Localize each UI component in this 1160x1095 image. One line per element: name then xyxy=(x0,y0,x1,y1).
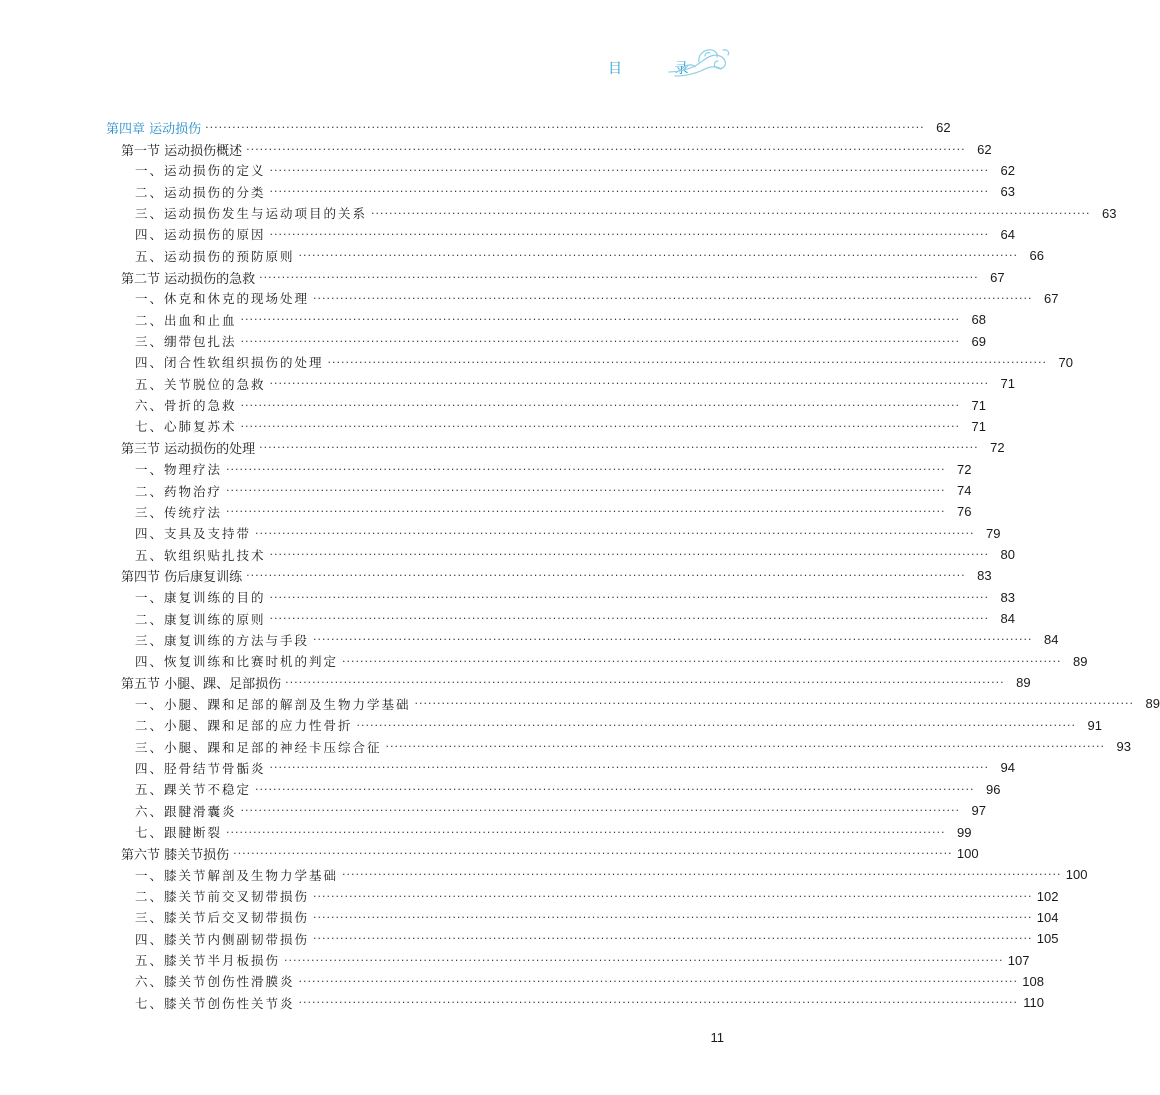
toc-item-entry[interactable] xyxy=(135,715,1102,736)
dot-leader: ································································································································································ xyxy=(285,676,1005,690)
toc-section-entry[interactable] xyxy=(121,266,1005,287)
toc-item-entry[interactable] xyxy=(135,949,1030,970)
dot-leader: ································································································································································ xyxy=(269,761,989,775)
toc-chapter-entry[interactable] xyxy=(106,117,951,138)
toc-entry-page: 80 xyxy=(1000,547,1015,563)
toc-entry-page: 100 xyxy=(956,845,979,861)
toc-entry-label: 四、运动损伤的原因 xyxy=(135,227,266,243)
toc-item-entry[interactable] xyxy=(135,202,1117,223)
dot-leader: ································································································································································ xyxy=(342,868,1062,882)
toc-entry-page: 89 xyxy=(1145,696,1160,712)
toc-entry-label: 四、支具及支持带 xyxy=(135,526,252,542)
toc-entry-label: 第四节 伤后康复训练 xyxy=(121,570,243,586)
toc-entry-label: 三、康复训练的方法与手段 xyxy=(135,632,310,648)
dot-leader: ································································································································································ xyxy=(255,782,975,796)
toc-entry-label: 一、物理疗法 xyxy=(135,462,223,478)
dot-leader: ································································································································································ xyxy=(371,206,1091,220)
page-number: 11 xyxy=(710,1030,724,1045)
toc-item-entry[interactable] xyxy=(135,779,1001,800)
dot-leader: ································································································································································ xyxy=(356,718,1076,732)
dot-leader: ································································································································································ xyxy=(269,548,989,562)
dot-leader: ································································································································································ xyxy=(240,419,960,433)
dot-leader: ································································································································································ xyxy=(259,441,979,455)
toc-entry-label: 七、心肺复苏术 xyxy=(135,419,237,435)
toc-entry-label: 第五节 小腿、踝、足部损伤 xyxy=(121,677,282,693)
toc-item-entry[interactable] xyxy=(135,288,1059,309)
toc-entry-label: 七、跟腱断裂 xyxy=(135,825,223,841)
table-of-contents xyxy=(0,117,1160,1013)
dot-leader: ································································································································································ xyxy=(313,633,1033,647)
toc-entry-label: 六、骨折的急救 xyxy=(135,398,237,414)
dot-leader: ································································································································································ xyxy=(240,804,960,818)
toc-entry-page: 89 xyxy=(1073,653,1088,669)
toc-item-entry[interactable] xyxy=(135,544,1015,565)
dot-leader: ································································································································································ xyxy=(205,121,925,135)
dot-leader: ································································································································································ xyxy=(226,825,946,839)
toc-entry-page: 83 xyxy=(977,568,992,584)
toc-section-entry[interactable] xyxy=(121,672,1031,693)
toc-entry-page: 84 xyxy=(1000,611,1015,627)
toc-entry-page: 71 xyxy=(971,418,986,434)
toc-entry-page: 97 xyxy=(971,803,986,819)
toc-item-entry[interactable] xyxy=(135,907,1059,928)
toc-entry-label: 二、小腿、踝和足部的应力性骨折 xyxy=(135,718,353,734)
toc-entry-page: 79 xyxy=(986,525,1001,541)
toc-item-entry[interactable] xyxy=(135,160,1015,181)
toc-entry-page: 104 xyxy=(1036,909,1059,925)
toc-entry-page: 96 xyxy=(986,781,1001,797)
toc-entry-label: 二、运动损伤的分类 xyxy=(135,184,266,200)
toc-entry-page: 72 xyxy=(990,440,1005,456)
toc-entry-label: 五、运动损伤的预防原则 xyxy=(135,248,295,264)
dot-leader: ································································································································································ xyxy=(246,569,966,583)
toc-item-entry[interactable] xyxy=(135,864,1088,885)
toc-item-entry[interactable] xyxy=(135,181,1015,202)
toc-item-entry[interactable] xyxy=(135,459,972,480)
dot-leader: ································································································································································ xyxy=(313,932,1033,946)
toc-entry-page: 100 xyxy=(1065,867,1088,883)
toc-section-entry[interactable] xyxy=(121,437,1005,458)
dot-leader: ································································································································································ xyxy=(385,740,1105,754)
toc-entry-page: 102 xyxy=(1036,888,1059,904)
toc-entry-page: 68 xyxy=(971,312,986,328)
toc-entry-page: 110 xyxy=(1023,995,1044,1011)
toc-entry-page: 71 xyxy=(1000,376,1015,392)
toc-entry-label: 一、康复训练的目的 xyxy=(135,590,266,606)
toc-entry-label: 一、膝关节解剖及生物力学基础 xyxy=(135,867,339,883)
toc-entry-page: 107 xyxy=(1007,952,1030,968)
dot-leader: ································································································································································ xyxy=(414,697,1134,711)
toc-entry-label: 四、胫骨结节骨骺炎 xyxy=(135,760,266,776)
toc-entry-label: 五、踝关节不稳定 xyxy=(135,782,252,798)
toc-entry-page: 70 xyxy=(1058,354,1073,370)
toc-entry-label: 三、传统疗法 xyxy=(135,504,223,520)
toc-entry-label: 二、出血和止血 xyxy=(135,312,237,328)
toc-entry-page: 64 xyxy=(1000,226,1015,242)
toc-item-entry[interactable] xyxy=(135,651,1088,672)
dot-leader: ································································································································································ xyxy=(298,974,1018,988)
toc-entry-label: 四、闭合性软组织损伤的处理 xyxy=(135,355,324,371)
dot-leader: ································································································································································ xyxy=(269,163,989,177)
toc-entry-page: 76 xyxy=(957,504,972,520)
toc-entry-label: 三、膝关节后交叉韧带损伤 xyxy=(135,910,310,926)
dot-leader: ································································································································································ xyxy=(313,291,1033,305)
toc-item-entry[interactable] xyxy=(135,992,1044,1013)
toc-item-entry[interactable] xyxy=(135,416,986,437)
toc-entry-label: 五、膝关节半月板损伤 xyxy=(135,953,281,969)
toc-item-entry[interactable] xyxy=(135,693,1160,714)
toc-entry-label: 二、膝关节前交叉韧带损伤 xyxy=(135,889,310,905)
toc-item-entry[interactable] xyxy=(135,330,986,351)
dot-leader: ································································································································································ xyxy=(313,910,1033,924)
toc-entry-label: 三、运动损伤发生与运动项目的关系 xyxy=(135,206,368,222)
toc-section-entry[interactable] xyxy=(121,843,979,864)
toc-entry-page: 93 xyxy=(1116,739,1131,755)
toc-entry-label: 七、膝关节创伤性关节炎 xyxy=(135,995,295,1011)
toc-entry-label: 四、膝关节内侧副韧带损伤 xyxy=(135,931,310,947)
toc-entry-label: 二、药物治疗 xyxy=(135,483,223,499)
toc-section-entry[interactable] xyxy=(121,565,992,586)
dot-leader: ································································································································································ xyxy=(240,334,960,348)
toc-entry-page: 89 xyxy=(1016,675,1031,691)
toc-item-entry[interactable] xyxy=(135,757,1015,778)
cloud-swirl-icon xyxy=(665,42,733,82)
dot-leader: ································································································································································ xyxy=(313,889,1033,903)
toc-item-entry[interactable] xyxy=(135,224,1015,245)
toc-entry-label: 六、跟腱滑囊炎 xyxy=(135,803,237,819)
toc-item-entry[interactable] xyxy=(135,629,1059,650)
dot-leader: ································································································································································ xyxy=(226,484,946,498)
toc-entry-label: 四、恢复训练和比赛时机的判定 xyxy=(135,654,339,670)
toc-entry-label: 一、小腿、踝和足部的解剖及生物力学基础 xyxy=(135,696,411,712)
toc-entry-label: 五、软组织贴扎技术 xyxy=(135,547,266,563)
toc-entry-page: 67 xyxy=(990,269,1005,285)
dot-leader: ································································································································································ xyxy=(255,526,975,540)
toc-entry-label: 一、休克和休克的现场处理 xyxy=(135,291,310,307)
dot-leader: ································································································································································ xyxy=(233,846,953,860)
toc-item-entry[interactable] xyxy=(135,352,1073,373)
toc-entry-label: 第六节 膝关节损伤 xyxy=(121,847,230,863)
toc-item-entry[interactable] xyxy=(135,501,972,522)
toc-entry-label: 第四章 运动损伤 xyxy=(106,122,202,138)
toc-item-entry[interactable] xyxy=(135,928,1059,949)
toc-entry-label: 第二节 运动损伤的急救 xyxy=(121,271,256,287)
toc-entry-page: 62 xyxy=(1000,162,1015,178)
toc-entry-label: 第三节 运动损伤的处理 xyxy=(121,442,256,458)
dot-leader: ································································································································································ xyxy=(342,654,1062,668)
toc-entry-label: 第一节 运动损伤概述 xyxy=(121,143,243,159)
toc-item-entry[interactable] xyxy=(135,373,1015,394)
toc-entry-page: 71 xyxy=(971,397,986,413)
toc-section-entry[interactable] xyxy=(121,138,992,159)
toc-entry-page: 91 xyxy=(1087,717,1102,733)
toc-entry-page: 84 xyxy=(1044,632,1059,648)
toc-entry-page: 63 xyxy=(1102,205,1117,221)
toc-entry-page: 74 xyxy=(957,483,972,499)
toc-entry-label: 六、膝关节创伤性滑膜炎 xyxy=(135,974,295,990)
toc-item-entry[interactable] xyxy=(135,971,1044,992)
toc-entry-label: 三、绷带包扎法 xyxy=(135,334,237,350)
toc-item-entry[interactable] xyxy=(135,608,1015,629)
dot-leader: ································································································································································ xyxy=(226,505,946,519)
toc-entry-label: 一、运动损伤的定义 xyxy=(135,163,266,179)
dot-leader: ································································································································································ xyxy=(240,398,960,412)
toc-item-entry[interactable] xyxy=(135,821,972,842)
dot-leader: ································································································································································ xyxy=(246,142,966,156)
dot-leader: ································································································································································ xyxy=(269,590,989,604)
toc-item-entry[interactable] xyxy=(135,245,1044,266)
dot-leader: ································································································································································ xyxy=(269,612,989,626)
toc-item-entry[interactable] xyxy=(135,480,972,501)
toc-item-entry[interactable] xyxy=(135,587,1015,608)
toc-entry-page: 108 xyxy=(1022,973,1044,989)
toc-item-entry[interactable] xyxy=(135,394,986,415)
toc-entry-label: 三、小腿、踝和足部的神经卡压综合征 xyxy=(135,739,382,755)
toc-entry-page: 72 xyxy=(957,461,972,477)
header-title: 目 录 xyxy=(608,61,713,77)
toc-entry-page: 105 xyxy=(1036,931,1059,947)
dot-leader: ································································································································································ xyxy=(259,270,979,284)
dot-leader: ································································································································································ xyxy=(269,227,989,241)
toc-item-entry[interactable] xyxy=(135,885,1059,906)
toc-entry-page: 69 xyxy=(971,333,986,349)
toc-entry-label: 二、康复训练的原则 xyxy=(135,611,266,627)
toc-item-entry[interactable] xyxy=(135,523,1001,544)
toc-entry-page: 67 xyxy=(1044,290,1059,306)
toc-entry-page: 99 xyxy=(957,824,972,840)
dot-leader: ································································································································································ xyxy=(298,996,1018,1010)
toc-entry-page: 94 xyxy=(1000,760,1015,776)
toc-entry-page: 62 xyxy=(936,120,951,136)
toc-entry-page: 66 xyxy=(1029,248,1044,264)
toc-entry-label: 五、关节脱位的急救 xyxy=(135,376,266,392)
toc-entry-page: 63 xyxy=(1000,184,1015,200)
toc-item-entry[interactable] xyxy=(135,309,986,330)
toc-entry-page: 83 xyxy=(1000,589,1015,605)
dot-leader: ································································································································································ xyxy=(327,355,1047,369)
dot-leader: ································································································································································ xyxy=(269,377,989,391)
dot-leader: ································································································································································ xyxy=(284,953,1004,967)
toc-entry-page: 62 xyxy=(977,141,992,157)
dot-leader: ································································································································································ xyxy=(269,185,989,199)
toc-item-entry[interactable] xyxy=(135,736,1131,757)
dot-leader: ································································································································································ xyxy=(240,313,960,327)
page-header xyxy=(608,58,712,78)
dot-leader: ································································································································································ xyxy=(226,462,946,476)
dot-leader: ································································································································································ xyxy=(298,249,1018,263)
toc-item-entry[interactable] xyxy=(135,800,986,821)
